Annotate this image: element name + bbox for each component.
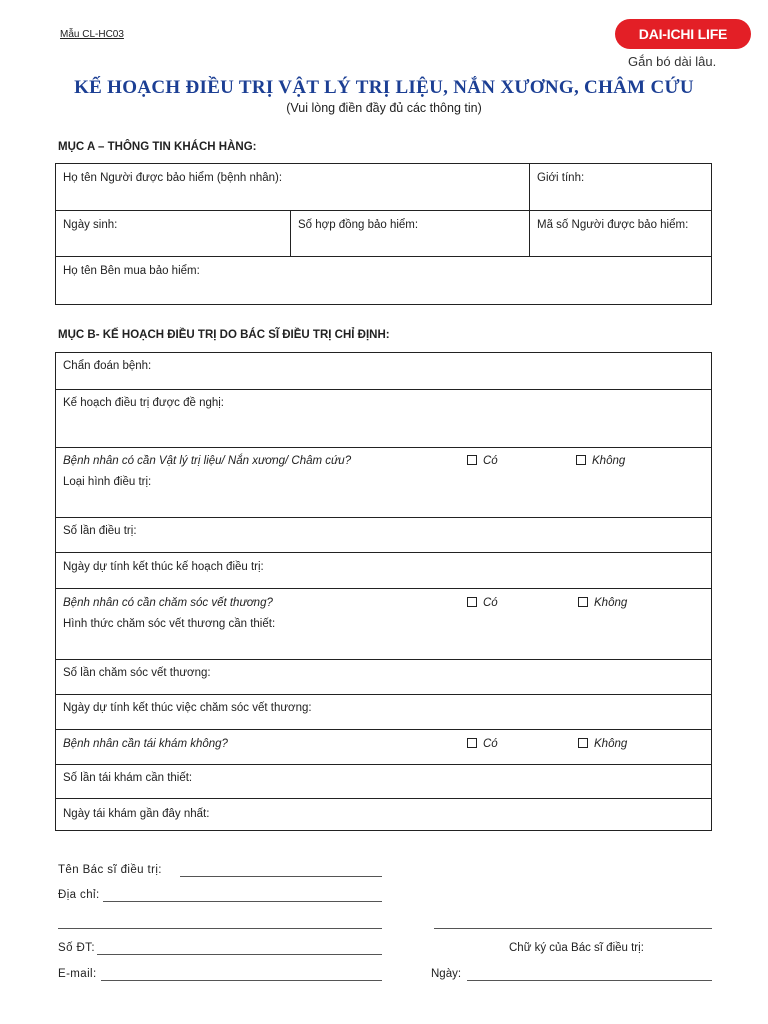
address-line[interactable] [103, 901, 382, 902]
divider [55, 588, 712, 589]
section-a-heading: MỤC A – THÔNG TIN KHÁCH HÀNG: [58, 141, 257, 153]
divider [529, 163, 530, 210]
doctor-name-line[interactable] [180, 876, 382, 877]
divider [55, 764, 712, 765]
divider [55, 210, 712, 211]
therapy-no-checkbox[interactable] [576, 455, 625, 467]
form-code: Mẫu CL-HC03 [60, 29, 124, 40]
section-b-table [55, 352, 712, 831]
gender-field[interactable]: Giới tính: [537, 172, 585, 184]
followup-yes-checkbox[interactable] [467, 738, 498, 750]
section-a-table [55, 163, 712, 305]
divider [529, 210, 530, 256]
date-label: Ngày: [431, 968, 462, 980]
no-label: Không [592, 455, 626, 467]
followup-no-checkbox[interactable] [578, 738, 627, 750]
phone-line[interactable] [97, 954, 382, 955]
divider [55, 447, 712, 448]
no-label: Không [594, 597, 628, 609]
divider [290, 210, 291, 256]
address-label: Địa chỉ: [58, 889, 100, 901]
wound-care-no-checkbox[interactable] [578, 597, 627, 609]
divider [55, 659, 712, 660]
section-b-heading: MỤC B- KẾ HOẠCH ĐIỀU TRỊ DO BÁC SĨ ĐIỀU TRỊ CHỈ ĐỊNH: [58, 329, 390, 341]
checkbox-square-icon [578, 738, 588, 748]
yes-label: Có [483, 597, 498, 609]
wound-care-end-field[interactable]: Ngày dự tính kết thúc việc chăm sóc vết thương: [63, 702, 312, 714]
followup-nearest-field[interactable]: Ngày tái khám gần đây nhất: [63, 808, 210, 820]
wound-care-yes-checkbox[interactable] [467, 597, 498, 609]
tagline: Gắn bó dài lâu. [628, 54, 717, 69]
divider [55, 256, 712, 257]
checkbox-square-icon [467, 738, 477, 748]
checkbox-square-icon [467, 455, 477, 465]
therapy-yes-checkbox[interactable] [467, 455, 498, 467]
insured-name-field[interactable]: Họ tên Người được bảo hiểm (bệnh nhân): [63, 172, 283, 184]
date-line[interactable] [467, 980, 712, 981]
checkbox-square-icon [578, 597, 588, 607]
address-line-2[interactable] [58, 928, 382, 929]
followup-question: Bệnh nhân cần tái khám không? [63, 738, 228, 750]
page-subtitle: (Vui lòng điền đầy đủ các thông tin) [286, 101, 482, 115]
insured-code-field[interactable]: Mã số Người được bảo hiểm: [537, 219, 689, 231]
email-label: E-mail: [58, 968, 97, 980]
need-therapy-question: Bệnh nhân có cần Vật lý trị liệu/ Nắn xương/ Châm cứu? [63, 455, 352, 467]
signature-line[interactable] [434, 928, 712, 929]
treatment-type-field[interactable]: Loại hình điều trị: [63, 476, 152, 488]
proposed-plan-field[interactable]: Kế hoạch điều trị được đề nghị: [63, 397, 225, 409]
divider [55, 729, 712, 730]
wound-care-form-field[interactable]: Hình thức chăm sóc vết thương cần thiết: [63, 618, 276, 630]
treatment-end-field[interactable]: Ngày dự tính kết thúc kế hoạch điều trị: [63, 561, 264, 573]
wound-care-question: Bệnh nhân có cần chăm sóc vết thương? [63, 597, 273, 609]
policy-number-field[interactable]: Số hợp đồng bảo hiểm: [298, 219, 419, 231]
page-title: KẾ HOẠCH ĐIỀU TRỊ VẬT LÝ TRỊ LIỆU, NẮN XƯƠNG, CHÂM CỨU [74, 77, 694, 98]
yes-label: Có [483, 738, 498, 750]
diagnosis-field[interactable]: Chẩn đoán bệnh: [63, 360, 152, 372]
dai-ichi-life-logo: DAI-ICHI LIFE [615, 19, 751, 49]
followup-count-field[interactable]: Số lần tái khám cần thiết: [63, 772, 193, 784]
divider [55, 694, 712, 695]
doctor-name-label: Tên Bác sĩ điều trị: [58, 864, 162, 876]
divider [55, 389, 712, 390]
dob-field[interactable]: Ngày sinh: [63, 219, 118, 231]
yes-label: Có [483, 455, 498, 467]
divider [55, 552, 712, 553]
doctor-signature-label: Chữ ký của Bác sĩ điều trị: [509, 942, 644, 954]
checkbox-square-icon [467, 597, 477, 607]
treatment-count-field[interactable]: Số lần điều trị: [63, 525, 137, 537]
email-line[interactable] [101, 980, 382, 981]
wound-care-count-field[interactable]: Số lần chăm sóc vết thương: [63, 667, 211, 679]
checkbox-square-icon [576, 455, 586, 465]
no-label: Không [594, 738, 628, 750]
divider [55, 517, 712, 518]
phone-label: Số ĐT: [58, 942, 95, 954]
divider [55, 798, 712, 799]
policyholder-name-field[interactable]: Họ tên Bên mua bảo hiểm: [63, 265, 200, 277]
